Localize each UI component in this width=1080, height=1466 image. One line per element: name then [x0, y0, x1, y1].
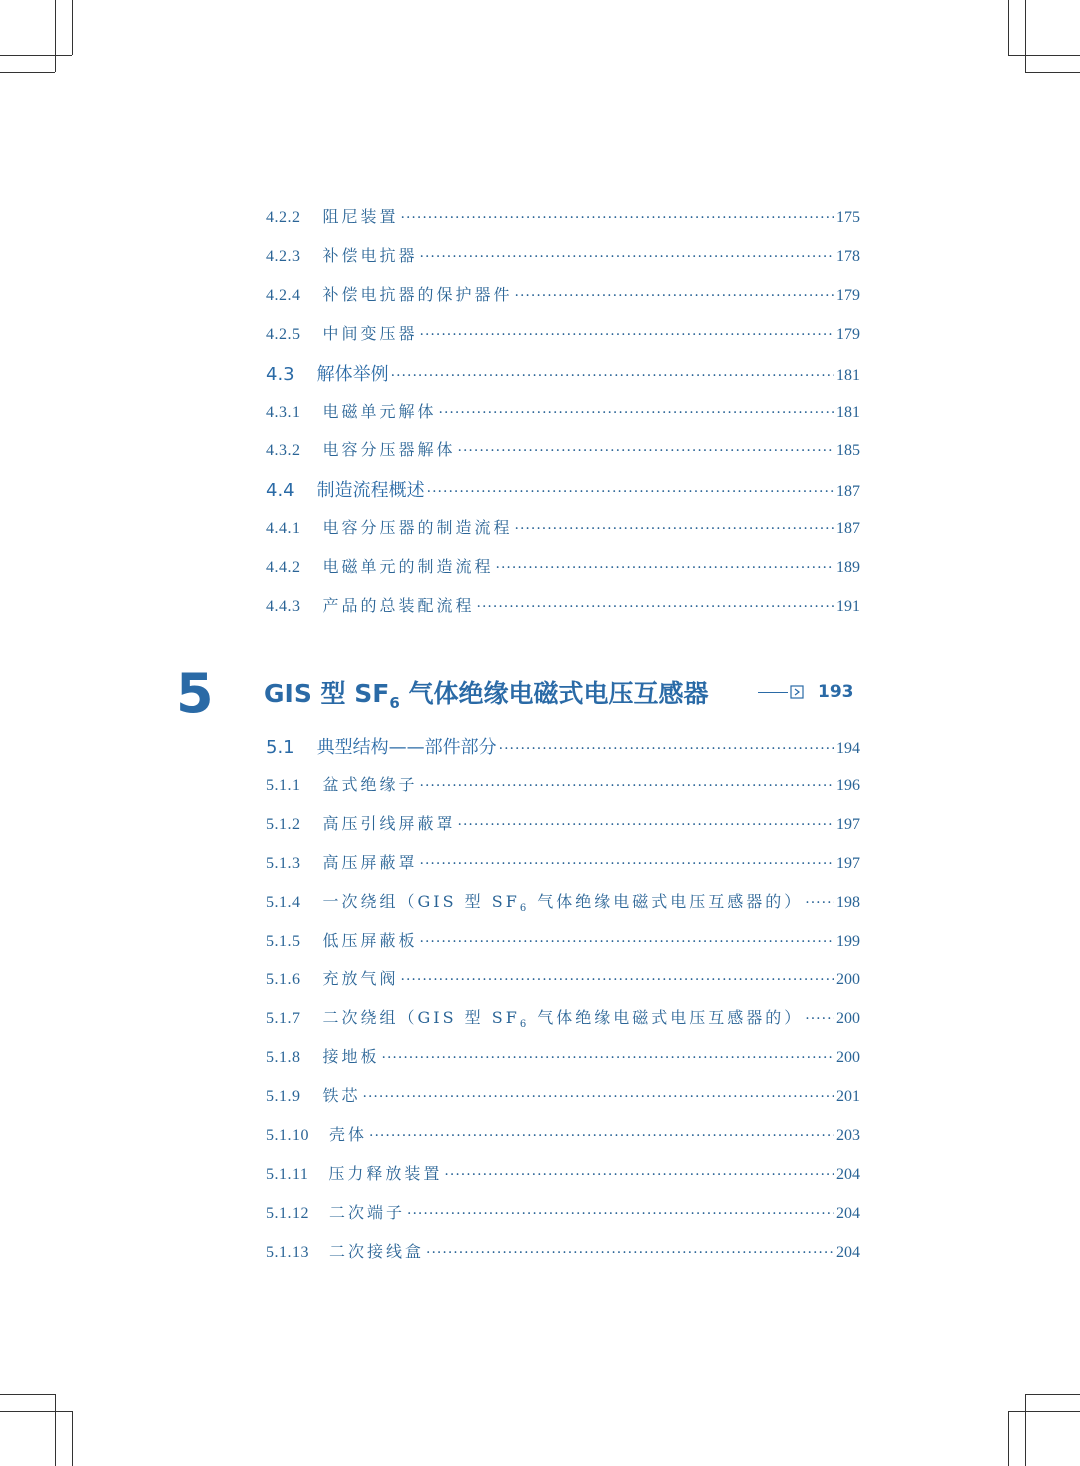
toc-entry-title: [323, 1083, 361, 1106]
toc-leader-dots: [458, 817, 834, 833]
toc-entry-page: 191: [836, 598, 860, 615]
toc-entry-page: 204: [836, 1204, 860, 1222]
toc-entry[interactable]: [266, 966, 860, 996]
chapter-title-subscript: 6: [389, 694, 400, 712]
toc-entry-title: [329, 1122, 367, 1145]
toc-entry-number: 5.1.9: [266, 1088, 301, 1106]
toc-leader-dots: [515, 521, 834, 537]
toc-entry[interactable]: [266, 554, 860, 584]
toc-entry-title-text: 一次绕组（GIS 型 SF: [322, 891, 520, 911]
crop-mark: [55, 1394, 56, 1466]
toc-entry-number: 4.2.4: [266, 286, 301, 304]
toc-entry[interactable]: [266, 733, 860, 763]
toc-entry-title: [323, 399, 437, 422]
toc-entry-title-text: 阻尼装置: [322, 207, 399, 226]
toc-entry[interactable]: [266, 1005, 860, 1035]
toc-entry-title-text: 制造流程概述: [316, 480, 425, 502]
toc-entry-title-text: 产品的总装配流程: [322, 596, 475, 615]
toc-entry-title-text: 充放气阀: [322, 969, 399, 989]
toc-entry-title-text: 电磁单元解体: [322, 401, 437, 421]
toc-leader-dots: [477, 599, 834, 615]
toc-entry-number: 5.1: [266, 737, 295, 758]
toc-entry[interactable]: [266, 437, 860, 467]
toc-entry[interactable]: [266, 204, 860, 234]
toc-entry-page: 185: [836, 442, 860, 460]
toc-entry-title: [323, 515, 513, 538]
crop-mark: [1025, 1394, 1080, 1395]
toc-entry[interactable]: [266, 1200, 860, 1230]
arrow-box-icon: [790, 685, 804, 699]
toc-leader-dots: [391, 368, 834, 384]
toc-entry[interactable]: [266, 593, 860, 623]
toc-leader-dots: [382, 1050, 834, 1066]
toc-entry-page: 201: [836, 1088, 860, 1106]
toc-entry-title-text: 二次绕组（GIS 型 SF: [322, 1008, 520, 1028]
toc-entry-page: 203: [836, 1127, 860, 1144]
toc-entry-page: 199: [836, 932, 860, 950]
toc-leader-dots: [420, 778, 834, 794]
toc-entry-title: [323, 1044, 380, 1067]
crop-mark: [0, 72, 55, 73]
toc-entry-title-text: 典型结构——部件部分: [316, 737, 497, 758]
toc-entry-page: 181: [836, 403, 860, 421]
toc-leader-dots: [420, 327, 834, 343]
toc-entry-page: 197: [836, 854, 860, 872]
toc-entry-title: [323, 554, 494, 577]
toc-entry-number: 5.1.11: [266, 1165, 309, 1183]
toc-entry-title-text: 高压屏蔽罩: [322, 852, 418, 872]
toc-entry[interactable]: [266, 360, 860, 390]
toc-entry[interactable]: [266, 772, 860, 802]
toc-entry-page: 200: [836, 1010, 860, 1028]
toc-leader-dots: [401, 210, 834, 226]
toc-leader-dots: [515, 288, 834, 304]
toc-leader-dots: [369, 1128, 834, 1144]
toc-entry-title: [317, 360, 389, 386]
toc-entry-title-text: 高压引线屏蔽罩: [322, 813, 456, 833]
toc-entry-title-text: 壳体: [329, 1125, 368, 1144]
toc-entry-title-text: 二次接线盒: [329, 1241, 425, 1261]
toc-leader-dots: [407, 1206, 834, 1222]
toc-entry-title: [323, 1005, 804, 1030]
toc-entry-title: [323, 772, 418, 795]
toc-entry-number: 5.1.10: [266, 1127, 309, 1144]
chapter-title: [264, 676, 708, 721]
toc-entry-page: 194: [836, 740, 860, 757]
toc-entry-number: 5.1.3: [266, 854, 301, 872]
toc-entry-title-text: 压力释放装置: [328, 1163, 443, 1183]
toc-leader-dots: [420, 249, 834, 265]
toc-entry-number: 5.1.12: [266, 1204, 309, 1222]
toc-entry-page: 187: [836, 483, 860, 501]
toc-entry-title: [317, 476, 425, 502]
toc-entry-number: 4.4.3: [266, 598, 301, 615]
toc-entry-title-tail: 气体绝缘电磁式电压互感器的）: [529, 891, 804, 911]
toc-entry-page: 200: [836, 1049, 860, 1067]
toc-entry[interactable]: [266, 928, 860, 958]
toc-entry-title-subscript: 6: [519, 902, 530, 914]
toc-entry[interactable]: [266, 850, 860, 880]
toc-leader-dots: [439, 405, 834, 421]
toc-entry-title-text: 补偿电抗器的保护器件: [322, 284, 513, 304]
toc-entry-page: 200: [836, 971, 860, 989]
toc-entry-number: 4.2.5: [266, 325, 301, 343]
crop-mark: [0, 55, 72, 56]
toc-leader-dots: [401, 972, 834, 988]
toc-leader-dots: [363, 1089, 834, 1105]
toc-entry[interactable]: [266, 1239, 860, 1269]
crop-mark: [1008, 1411, 1009, 1466]
toc-leader-dots: [499, 741, 834, 757]
chapter-leader-rule: [758, 692, 788, 693]
toc-entry-title-text: 低压屏蔽板: [322, 930, 418, 950]
toc-entry[interactable]: [266, 282, 860, 312]
crop-mark: [1025, 1394, 1026, 1466]
toc-entry-title-text: 中间变压器: [322, 323, 418, 343]
toc-entry[interactable]: [266, 1161, 860, 1191]
toc-entry-number: 4.4.2: [266, 559, 301, 577]
toc-leader-dots: [426, 1245, 834, 1261]
toc-entry[interactable]: [266, 243, 860, 273]
toc-leader-dots: [444, 1167, 834, 1183]
toc-entry-title: [323, 811, 456, 834]
crop-mark: [0, 1411, 72, 1412]
toc-entry-title-subscript: 6: [519, 1019, 530, 1031]
crop-mark: [1008, 1411, 1080, 1412]
toc-entry-page: 204: [836, 1243, 860, 1261]
toc-entry-number: 5.1.4: [266, 893, 301, 911]
toc-leader-dots: [420, 934, 834, 950]
toc-entry-title-text: 盆式绝缘子: [322, 774, 418, 794]
crop-mark: [55, 0, 56, 72]
toc-entry-title-text: 二次端子: [329, 1202, 406, 1222]
toc-entry-title-text: 接地板: [322, 1047, 380, 1067]
toc-entry-page: 179: [836, 325, 860, 343]
toc-entry[interactable]: [266, 1083, 860, 1113]
crop-mark: [72, 0, 73, 55]
toc-leader-dots: [496, 560, 834, 576]
toc-entry-page: 204: [836, 1165, 860, 1183]
toc-entry-number: 4.3.2: [266, 442, 301, 460]
toc-entry-page: 196: [836, 776, 860, 794]
toc-entry[interactable]: [266, 889, 860, 919]
toc-entry-number: 5.1.7: [266, 1010, 301, 1028]
toc-entry-title: [323, 593, 475, 616]
toc-leader-dots: [458, 443, 834, 459]
toc-entry-title: [323, 282, 513, 305]
crop-mark: [1008, 0, 1009, 55]
toc-entry-title-text: 解体举例: [316, 363, 389, 385]
toc-entry-title-text: 铁芯: [322, 1086, 361, 1106]
toc-entry-page: 175: [836, 209, 860, 226]
toc-entry-page: 197: [836, 815, 860, 833]
toc-entry-number: 5.1.13: [266, 1243, 309, 1261]
toc-entry[interactable]: [266, 515, 860, 545]
toc-leader-dots: [805, 1011, 834, 1027]
crop-mark: [1008, 55, 1080, 56]
toc-entry-page: 181: [836, 366, 860, 384]
toc-entry-number: 4.2.2: [266, 209, 301, 226]
toc-entry-page: 189: [836, 559, 860, 577]
chapter-number: 5: [176, 662, 214, 725]
toc-entry-title: [323, 321, 418, 344]
toc-entry-page: 179: [836, 286, 860, 304]
crop-mark: [0, 1394, 55, 1395]
toc-entry[interactable]: [266, 1122, 860, 1152]
toc-entry-number: 4.3: [266, 363, 295, 385]
crop-mark: [1025, 72, 1080, 73]
toc-entry-title: [323, 889, 804, 914]
toc-entry-page: 178: [836, 247, 860, 265]
toc-entry-title: [323, 204, 399, 227]
toc-entry-title-text: 电磁单元的制造流程: [322, 557, 494, 577]
toc-entry[interactable]: [266, 1044, 860, 1074]
chapter-page-number: 193: [818, 682, 854, 702]
crop-mark: [1025, 0, 1026, 72]
toc-entry-number: 5.1.6: [266, 971, 301, 989]
toc-entry-page: 198: [836, 893, 860, 911]
toc-entry-number: 4.2.3: [266, 247, 301, 265]
toc-entry-title: [323, 928, 418, 951]
toc-entry[interactable]: [266, 811, 860, 841]
toc-entry-title: [323, 437, 456, 460]
chapter-heading[interactable]: [176, 662, 866, 725]
toc-leader-dots: [427, 484, 834, 500]
toc-leader-dots: [805, 895, 834, 911]
toc-entry-title: [323, 966, 399, 989]
toc-entry-title: [329, 1239, 424, 1262]
crop-mark: [72, 1411, 73, 1466]
toc-entry-title: [328, 1161, 442, 1184]
toc-leader-dots: [420, 856, 834, 872]
toc-entry[interactable]: [266, 321, 860, 351]
toc-entry-title: [323, 243, 418, 266]
toc-entry-number: 5.1.2: [266, 815, 301, 833]
toc-entry-title: [329, 1200, 405, 1223]
chapter-title-suffix: 气体绝缘电磁式电压互感器: [399, 679, 709, 708]
toc-entry-title-tail: 气体绝缘电磁式电压互感器的）: [529, 1008, 804, 1028]
toc-entry-number: 4.4: [266, 480, 295, 502]
toc-entry[interactable]: [266, 399, 860, 429]
toc-entry-title: [317, 733, 497, 759]
toc-entry[interactable]: [266, 476, 860, 506]
toc-entry-number: 5.1.8: [266, 1049, 301, 1067]
toc-entry-title: [323, 850, 418, 873]
toc-entry-title-text: 电容分压器的制造流程: [322, 518, 513, 538]
toc-entry-title-text: 补偿电抗器: [322, 245, 418, 265]
toc-entry-page: 187: [836, 520, 860, 538]
toc-entry-number: 5.1.1: [266, 776, 301, 794]
toc-entry-number: 4.4.1: [266, 520, 301, 538]
chapter-title-prefix: GIS 型 SF: [264, 679, 390, 708]
toc-entry-number: 5.1.5: [266, 932, 301, 950]
toc-entry-number: 4.3.1: [266, 403, 301, 421]
toc-entry-title-text: 电容分压器解体: [322, 440, 456, 460]
